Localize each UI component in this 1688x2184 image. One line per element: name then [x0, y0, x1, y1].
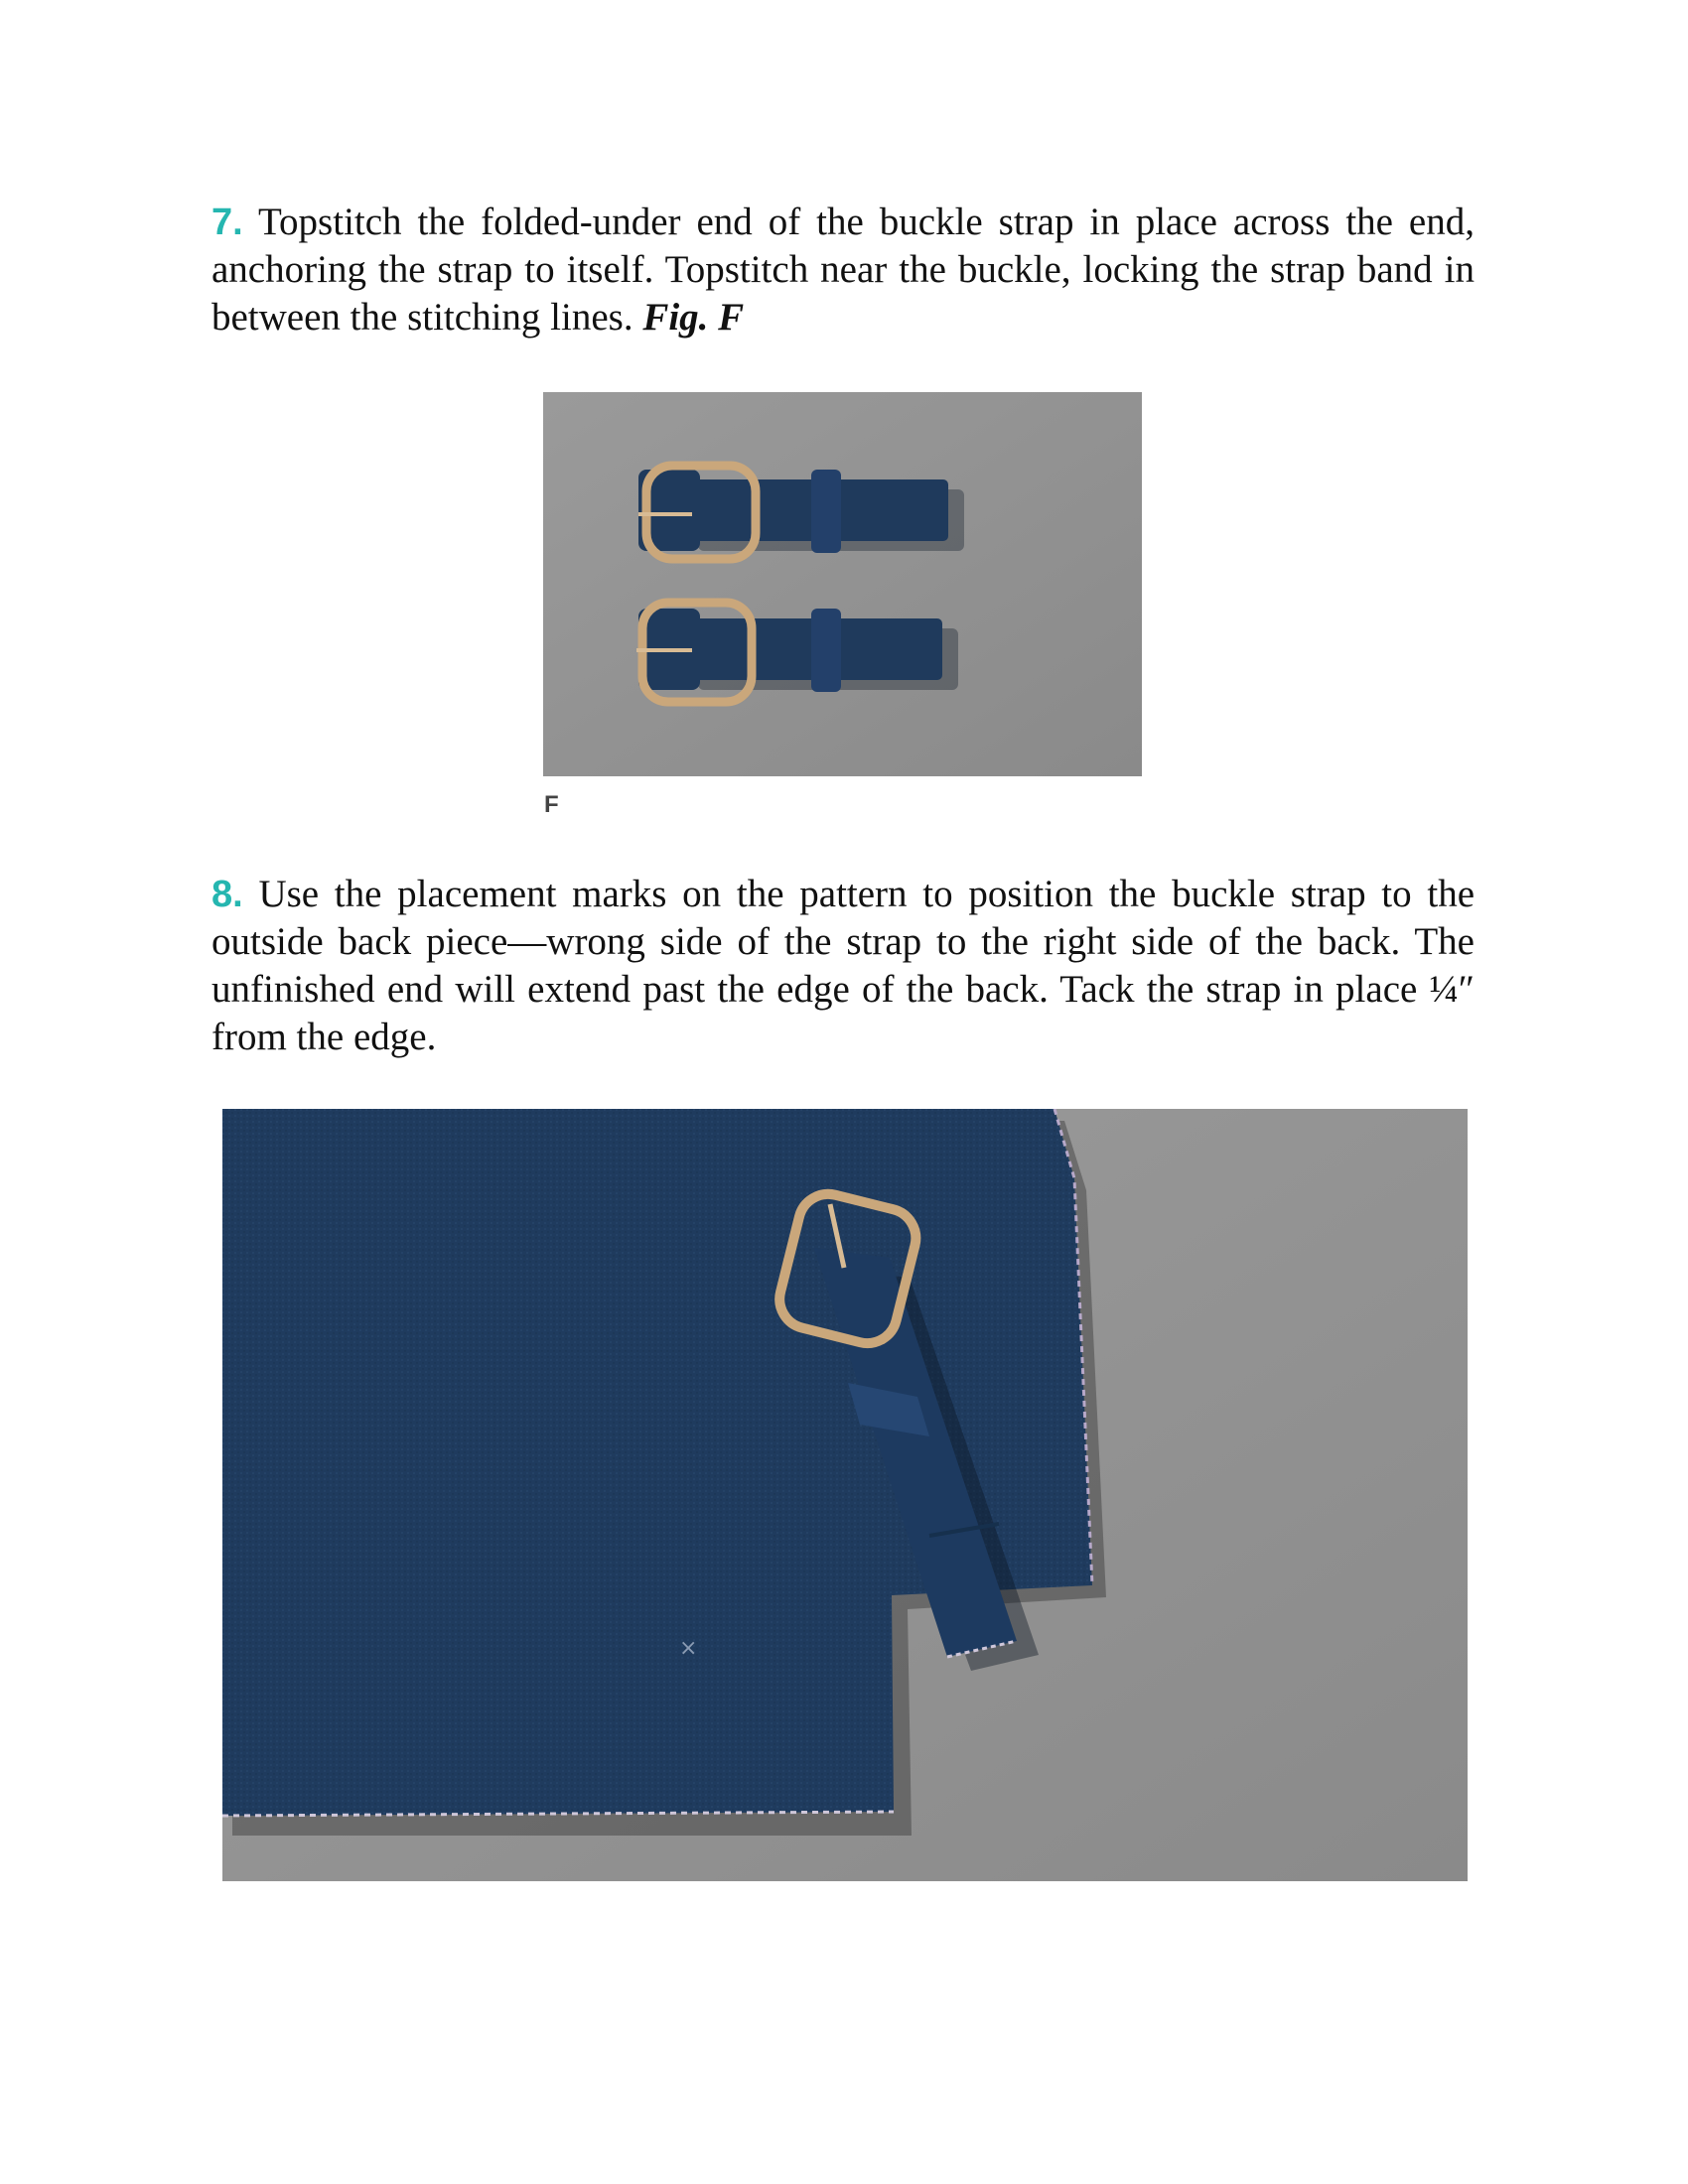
step-7-paragraph [211, 199, 1475, 341]
step-7-text: Topstitch the folded-under end of the buckle strap in place across the end, anchoring the strap to itself. Topstitch near the buckle, locking the strap band in between the stitching lines. [211, 201, 1475, 339]
step-8-number: 8. [211, 874, 243, 915]
step-7-fig-ref: Fig. F [642, 296, 745, 339]
step-7-number: 7. [211, 202, 243, 243]
step-8-text: Use the placement marks on the pattern to position the buckle strap to the outside back piece—wrong side of the strap to the right side of the back. The unfinished end will extend past the edge of the back. Tack the strap in place ¼″ from the edge. [211, 873, 1475, 1058]
buckle-strap-top [638, 466, 964, 559]
figure-f-photo [543, 392, 1142, 776]
step-8-paragraph [211, 871, 1475, 1061]
svg-text:×: × [679, 1636, 698, 1661]
step-8-photo [222, 1109, 1468, 1881]
figure-f-caption: F [544, 791, 559, 818]
